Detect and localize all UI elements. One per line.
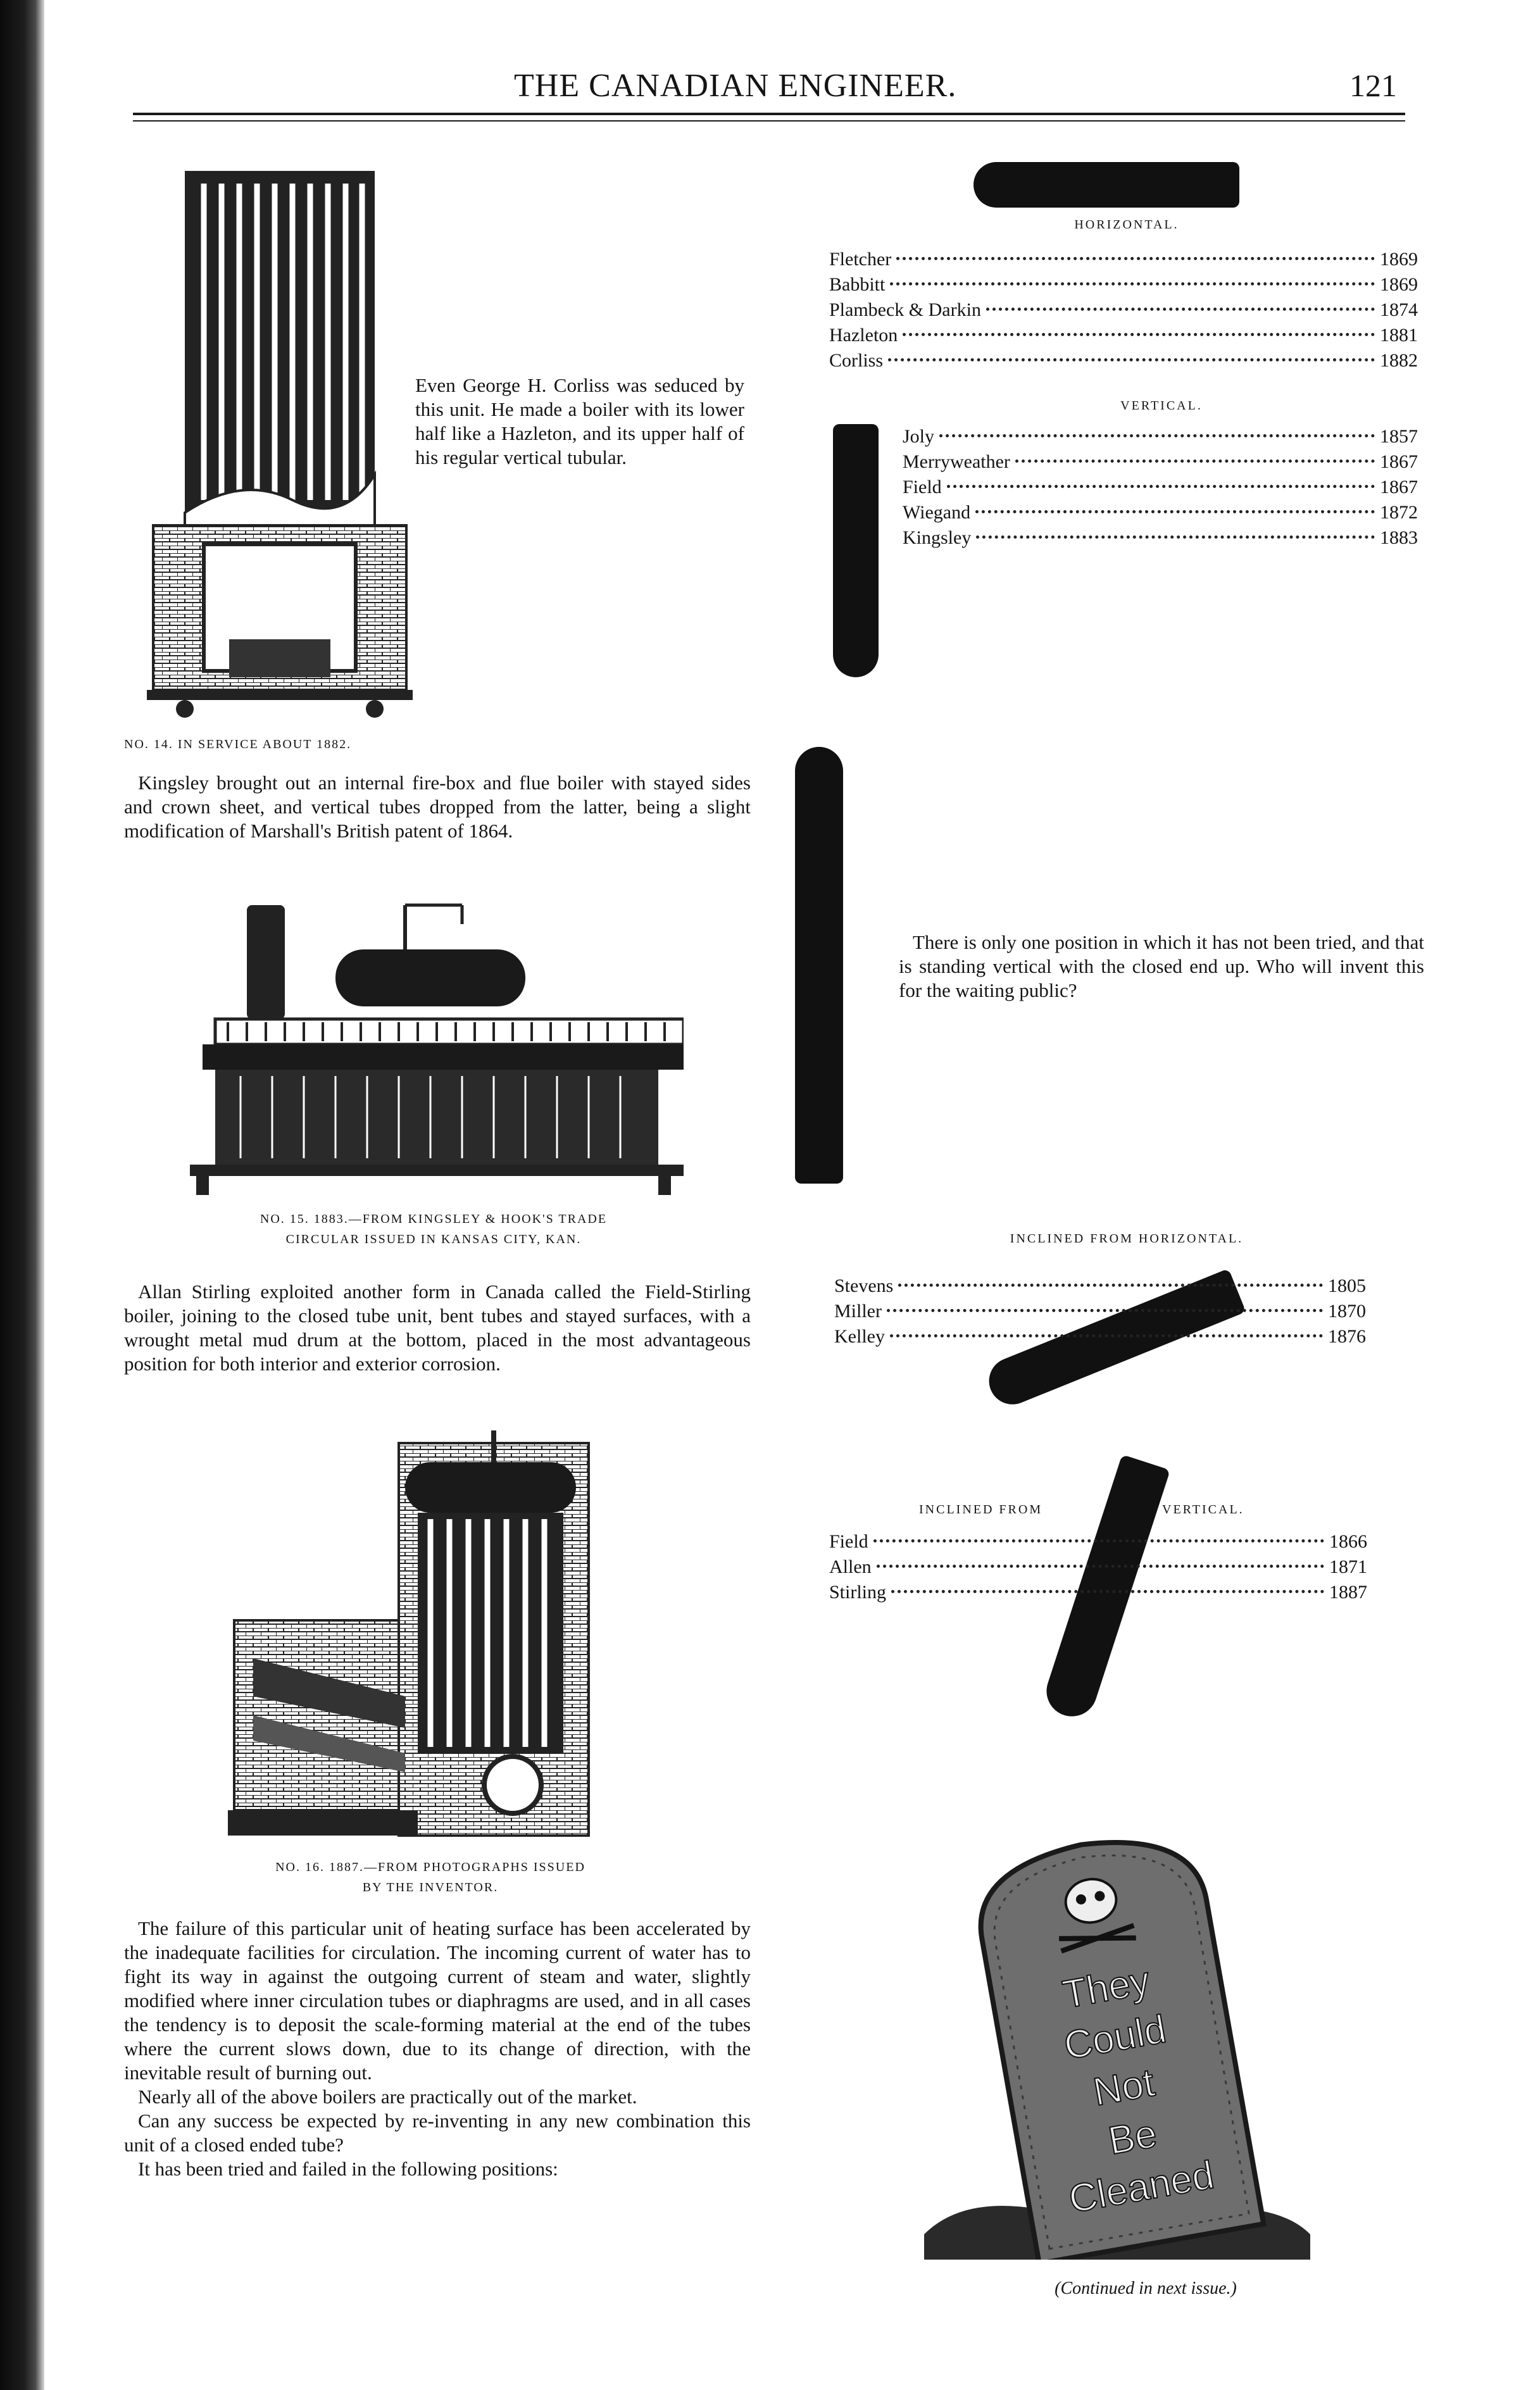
fig14-boiler-illustration	[147, 158, 413, 722]
dot-leader	[888, 358, 1375, 361]
fig15-caption	[171, 1209, 696, 1249]
list-item-name: Field	[903, 477, 942, 497]
fig16-caption-line-2: BY THE INVENTOR.	[362, 1880, 499, 1894]
fig15-boiler-illustration	[190, 892, 684, 1196]
fig16-caption	[209, 1857, 652, 1898]
list-item-name: Corliss	[829, 350, 884, 371]
list-item-year: 1887	[1329, 1582, 1367, 1603]
list-item-year: 1870	[1328, 1301, 1366, 1322]
list-item	[829, 1529, 1367, 1555]
list-item-name: Stirling	[829, 1582, 887, 1603]
tombstone-word: Not	[1090, 2060, 1158, 2115]
closed-end-up-paragraph: There is only one position in which it has not been tried, and that is standing vertical with the closed end up. Who will invent this for the waiting public?	[899, 931, 1424, 1001]
list-item	[903, 449, 1418, 475]
list-item-name: Hazleton	[829, 325, 898, 346]
kingsley-paragraph: Kingsley brought out an internal fire-box and flue boiler with stayed sides and crown sheet, and vertical tubes dropped from the latter, being a slight modification of Marshall's British patent of 1864.	[124, 772, 751, 842]
horizontal-list	[829, 247, 1418, 373]
tombstone-word: Could	[1060, 2007, 1170, 2068]
dot-leader	[896, 257, 1375, 260]
list-item-name: Kingsley	[903, 527, 972, 548]
list-item-year: 1866	[1329, 1531, 1367, 1552]
stirling-paragraph: Allan Stirling exploited another form in Canada called the Field-Stirling boiler, joining to the closed tube unit, bent tubes and stayed surfaces, with a wrought metal mud drum at the bottom, placed in the most advantageous position for both interior and exterior corrosion.	[124, 1280, 751, 1375]
inclined-horizontal-heading: INCLINED FROM HORIZONTAL.	[1010, 1232, 1244, 1246]
dot-leader	[898, 1284, 1323, 1287]
list-item-year: 1805	[1328, 1275, 1366, 1296]
nearly-paragraph: Nearly all of the above boilers are practically out of the market.	[138, 2086, 637, 2108]
list-item-name: Miller	[834, 1301, 882, 1322]
horizontal-tube-illustration	[973, 162, 1239, 208]
inclined-vertical-heading-left: INCLINED FROM	[919, 1503, 1043, 1517]
fig15-caption-line-1: NO. 15. 1883.—FROM KINGSLEY & HOOK'S TRADE	[260, 1212, 608, 1226]
list-item	[829, 272, 1418, 297]
tried-paragraph: It has been tried and failed in the following positions:	[138, 2158, 558, 2180]
header-rule-thin	[133, 120, 1405, 122]
page-number: 121	[1349, 68, 1397, 103]
fig16-caption-line-1: NO. 16. 1887.—FROM PHOTOGRAPHS ISSUED	[275, 1860, 585, 1874]
dot-leader	[976, 535, 1375, 539]
tombstone-illustration	[911, 1791, 1317, 2260]
list-item-name: Plambeck & Darkin	[829, 299, 981, 320]
list-item-name: Wiegand	[903, 502, 971, 523]
list-item	[834, 1324, 1366, 1349]
fig14-caption: NO. 14. IN SERVICE ABOUT 1882.	[124, 737, 352, 751]
list-item-name: Babbitt	[829, 274, 886, 295]
closing-paragraphs	[124, 1917, 751, 2181]
list-item	[903, 475, 1418, 500]
list-item	[829, 297, 1418, 323]
dot-leader	[986, 308, 1375, 311]
list-item	[829, 348, 1418, 373]
vertical-tube-illustration	[833, 424, 879, 677]
list-item	[903, 525, 1418, 551]
dot-leader	[890, 282, 1375, 285]
inclined-vertical-heading-right: VERTICAL.	[1162, 1503, 1244, 1517]
list-item-name: Stevens	[834, 1275, 894, 1296]
dot-leader	[890, 1334, 1323, 1337]
dot-leader	[887, 1309, 1323, 1312]
tombstone-word: Cleaned	[1065, 2153, 1218, 2222]
list-item-name: Merryweather	[903, 451, 1010, 472]
failure-paragraph: The failure of this particular unit of heating surface has been accelerated by the inadequate facilities for circulation. The incoming current of water has to fight its way in against the outgoing current of steam and water, slightly modified where inner circulation tubes or diaphragms are used, and in all cases the tendency is to deposit the scale-forming material at the end of the tubes where the current slows down, due to its change of direction, with the inevitable result of burning out.	[124, 1917, 751, 2084]
list-item	[829, 323, 1418, 348]
list-item	[834, 1299, 1366, 1324]
dot-leader	[939, 434, 1375, 437]
inclined-vertical-list	[829, 1529, 1367, 1605]
list-item-year: 1871	[1329, 1556, 1367, 1577]
dot-leader	[873, 1539, 1324, 1542]
continued-note: (Continued in next issue.)	[1055, 2279, 1237, 2298]
running-head: THE CANADIAN ENGINEER.	[514, 68, 957, 104]
dot-leader	[903, 333, 1375, 336]
list-item-year: 1867	[1380, 451, 1418, 472]
dot-leader	[947, 485, 1375, 488]
list-item-name: Field	[829, 1531, 868, 1552]
list-item-year: 1872	[1380, 502, 1418, 523]
vertical-heading: VERTICAL.	[1120, 399, 1203, 413]
list-item-name: Joly	[903, 426, 935, 447]
list-item-year: 1876	[1328, 1326, 1366, 1347]
dot-leader	[891, 1590, 1324, 1593]
list-item-year: 1869	[1380, 274, 1418, 295]
dot-leader	[877, 1565, 1324, 1568]
horizontal-heading: HORIZONTAL.	[1074, 218, 1179, 232]
list-item-year: 1869	[1380, 249, 1418, 270]
list-item-year: 1874	[1380, 299, 1418, 320]
list-item-year: 1882	[1380, 350, 1418, 371]
binding-edge	[0, 0, 44, 2390]
list-item-year: 1857	[1380, 426, 1418, 447]
list-item	[829, 1555, 1367, 1580]
fig14-description: Even George H. Corliss was seduced by this unit. He made a boiler with its lower half like a Hazleton, and its upper half of his regular vertical tubular.	[415, 374, 744, 468]
inclined-horizontal-list	[834, 1273, 1366, 1349]
list-item	[903, 500, 1418, 525]
list-item	[829, 247, 1418, 272]
list-item-name: Fletcher	[829, 249, 892, 270]
tombstone-word: Be	[1105, 2112, 1160, 2163]
fig16-boiler-illustration	[215, 1430, 633, 1848]
list-item-name: Allen	[829, 1556, 872, 1577]
list-item	[834, 1273, 1366, 1299]
list-item	[829, 1580, 1367, 1605]
fig15-caption-line-2: CIRCULAR ISSUED IN KANSAS CITY, KAN.	[285, 1232, 582, 1246]
header-rule	[133, 113, 1405, 115]
dot-leader	[975, 510, 1375, 513]
list-item	[903, 424, 1418, 449]
list-item-year: 1881	[1380, 325, 1418, 346]
tombstone-word: They	[1059, 1958, 1153, 2017]
dot-leader	[1015, 460, 1375, 463]
vertical-closed-up-tube-illustration	[795, 747, 843, 1184]
list-item-name: Kelley	[834, 1326, 885, 1347]
list-item-year: 1867	[1380, 477, 1418, 497]
vertical-list	[903, 424, 1418, 551]
success-paragraph: Can any success be expected by re-inventing in any new combination this unit of a closed ended tube?	[124, 2110, 751, 2156]
list-item-year: 1883	[1380, 527, 1418, 548]
